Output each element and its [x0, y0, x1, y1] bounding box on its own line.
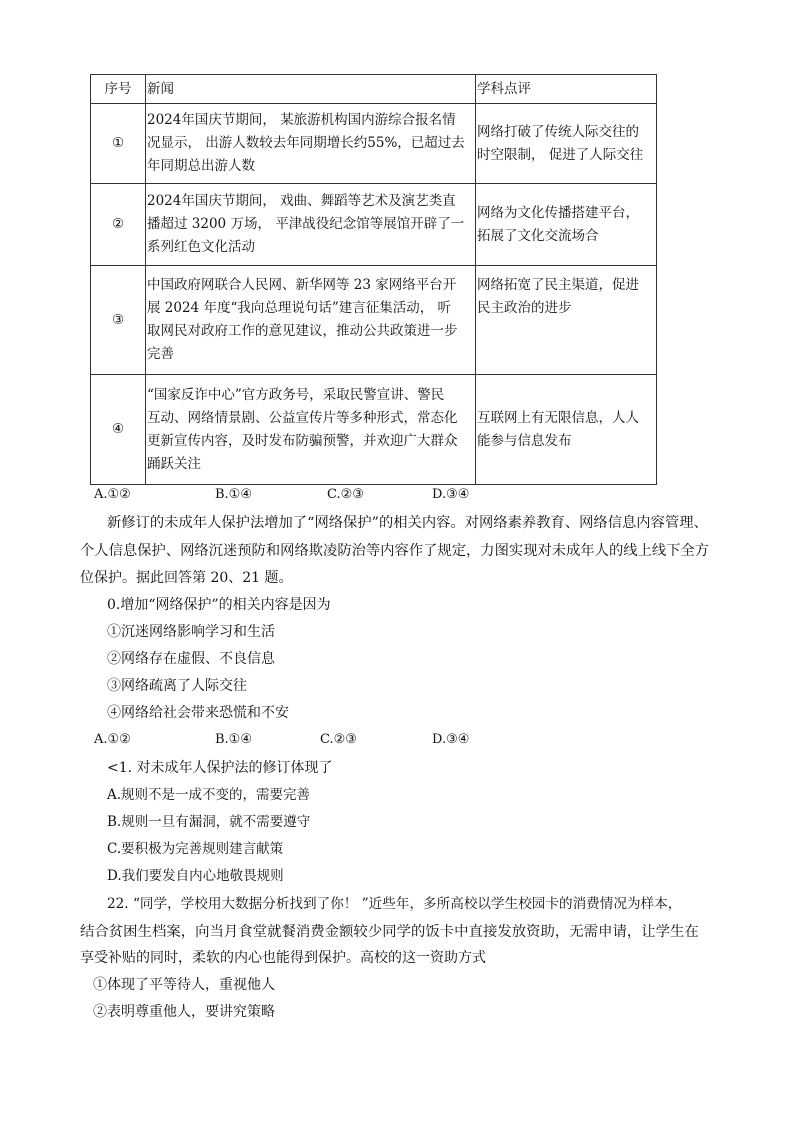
news-line: 踊跃关注	[147, 455, 201, 472]
news-line: 互动、网络情景剧、公益宣传片等多种形式，常态化	[147, 409, 458, 426]
question-stem: 0.增加“网络保护”的相关内容是因为	[107, 597, 331, 613]
table-row	[91, 375, 657, 485]
row-comment	[476, 375, 657, 485]
choice-c[interactable]: C.②③	[320, 732, 357, 747]
news-line: “国家反诈中心”官方政务号，采取民警宣讲、警民	[147, 386, 445, 403]
news-line: 展 2024 年度“我向总理说句话”建言征集活动， 听	[147, 300, 452, 316]
question-option: ①沉迷网络影响学习和生活	[107, 624, 275, 640]
row-comment	[476, 184, 657, 266]
choice-d[interactable]: D.③④	[432, 487, 470, 502]
passage-line: 位保护。据此回答第 20、21 题。	[80, 570, 293, 586]
choice-d[interactable]: D.③④	[432, 732, 470, 747]
choice-b[interactable]: B.①④	[215, 732, 252, 747]
question-option: ②网络存在虚假、不良信息	[107, 651, 275, 667]
question-option[interactable]: C.要积极为完善规则建言献策	[107, 841, 284, 857]
question-option[interactable]: B.规则一旦有漏洞，就不需要遵守	[107, 814, 311, 830]
comment-line: 网络打破了传统人际交往的	[477, 123, 639, 140]
header-num: 序号	[91, 75, 146, 104]
row-num: ④	[91, 375, 146, 485]
comment-line: 网络为文化传播搭建平台，	[477, 204, 639, 221]
news-line: 2024年国庆节期间， 某旅游机构国内游综合报名情	[147, 112, 456, 128]
question-option: ①体现了平等待人，重视他人	[93, 977, 275, 993]
choice-a[interactable]: A.①②	[94, 487, 131, 502]
comment-line: 能参与信息发布	[477, 432, 572, 449]
comment-line: 时空限制， 促进了人际交往	[477, 146, 644, 163]
table-header-row	[91, 75, 657, 104]
news-line: 系列红色文化活动	[147, 239, 255, 255]
passage-line: 新修订的未成年人保护法增加了“网络保护”的相关内容。对网络素养教育、网络信息内容管理、	[107, 515, 708, 531]
header-news: 新闻	[146, 75, 476, 104]
news-line: 取网民对政府工作的意见建议，推动公共政策进一步	[147, 323, 458, 339]
row-news	[146, 375, 476, 485]
question-option: ④网络给社会带来恐慌和不安	[107, 705, 289, 721]
news-line: 中国政府网联合人民网、新华网等 23 家网络平台开	[147, 277, 457, 293]
question-stem: 享受补贴的同时，柔软的内心也能得到保护。高校的这一资助方式	[80, 950, 486, 966]
news-table	[90, 74, 657, 485]
row-news	[146, 184, 476, 266]
question-option[interactable]: D.我们要发自内心地敬畏规则	[107, 868, 284, 884]
passage-line: 个人信息保护、网络沉迷预防和网络欺凌防治等内容作了规定，力图实现对未成年人的线上线下全方	[80, 543, 710, 559]
choices-q19	[94, 485, 514, 505]
row-num: ①	[91, 104, 146, 184]
row-num: ③	[91, 266, 146, 375]
comment-line: 拓展了文化交流场合	[477, 227, 599, 244]
row-news	[146, 266, 476, 375]
news-line: 更新宣传内容，及时发布防骗预警，并欢迎广大群众	[147, 432, 458, 449]
row-comment	[476, 266, 657, 375]
header-comment: 学科点评	[476, 75, 657, 104]
news-line: 完善	[147, 346, 174, 362]
news-line: 播超过 3200 万场， 平津战役纪念馆等展馆开辟了一	[147, 216, 465, 232]
row-comment	[476, 104, 657, 184]
news-line: 2024年国庆节期间， 戏曲、舞蹈等艺术及演艺类直	[147, 193, 456, 209]
news-line: 况显示， 出游人数较去年同期增长约55%，已超过去	[147, 135, 465, 151]
question-stem: <1. 对未成年人保护法的修订体现了	[107, 760, 333, 776]
choice-c[interactable]: C.②③	[327, 487, 364, 502]
question-option: ②表明尊重他人，要讲究策略	[93, 1004, 275, 1020]
question-stem: 22. “同学，学校用大数据分析找到了你！ ”近些年，多所高校以学生校园卡的消费情况为样本，	[107, 896, 682, 912]
table-row	[91, 184, 657, 266]
question-option: ③网络疏离了人际交往	[107, 678, 247, 694]
row-num: ②	[91, 184, 146, 266]
choices-q20	[94, 730, 514, 750]
comment-line: 民主政治的进步	[477, 300, 572, 316]
comment-line: 网络拓宽了民主渠道，促进	[477, 277, 639, 293]
question-option[interactable]: A.规则不是一成不变的，需要完善	[107, 787, 311, 803]
table-row	[91, 104, 657, 184]
news-line: 年同期总出游人数	[147, 158, 255, 174]
row-news	[146, 104, 476, 184]
choice-b[interactable]: B.①④	[215, 487, 252, 502]
comment-line: 互联网上有无限信息，人人	[477, 409, 639, 426]
choice-a[interactable]: A.①②	[94, 732, 131, 747]
table-row	[91, 266, 657, 375]
question-stem: 结合贫困生档案，向当月食堂就餐消费金额较少同学的饭卡中直接发放资助，无需申请，让学生在	[80, 924, 699, 940]
